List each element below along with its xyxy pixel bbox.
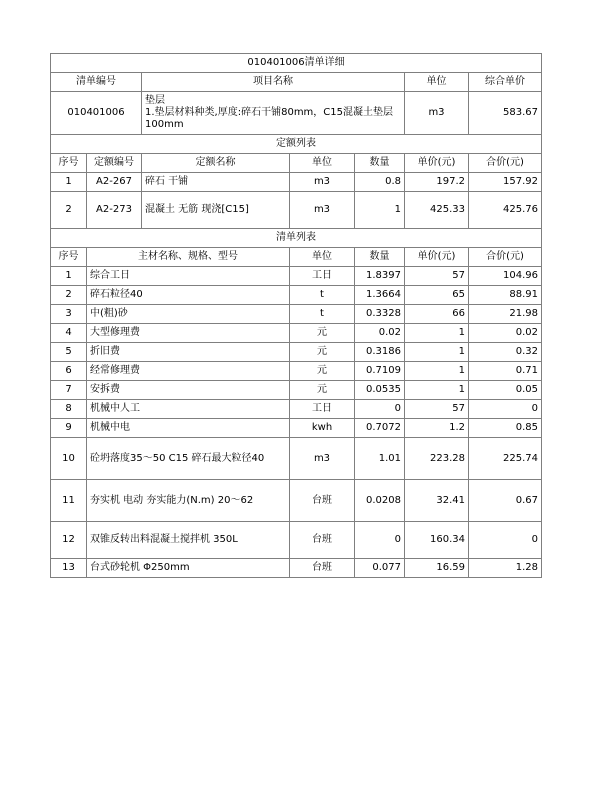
list-price: 65 — [405, 286, 469, 305]
quota-total: 425.76 — [469, 192, 542, 229]
list-seq: 8 — [51, 400, 87, 419]
list-unit: 工日 — [290, 267, 355, 286]
list-price: 1 — [405, 381, 469, 400]
bill-price: 583.67 — [469, 92, 542, 135]
list-name-header: 主材名称、规格、型号 — [87, 248, 290, 267]
list-name: 安拆费 — [87, 381, 290, 400]
list-total: 1.28 — [469, 559, 542, 578]
list-total: 0.67 — [469, 480, 542, 522]
list-row — [51, 286, 542, 305]
list-price-header: 单价(元) — [405, 248, 469, 267]
quota-name: 混凝土 无筋 现浇[C15] — [142, 192, 290, 229]
bill-unit: m3 — [405, 92, 469, 135]
bill-unit-header: 单位 — [405, 73, 469, 92]
list-total: 0.32 — [469, 343, 542, 362]
list-qty: 1.3664 — [355, 286, 405, 305]
list-total: 21.98 — [469, 305, 542, 324]
quota-qty: 1 — [355, 192, 405, 229]
quota-unit: m3 — [290, 192, 355, 229]
list-unit: t — [290, 286, 355, 305]
list-name: 砼坍落度35～50 C15 碎石最大粒径40 — [87, 438, 290, 480]
quota-seq: 2 — [51, 192, 87, 229]
list-seq: 3 — [51, 305, 87, 324]
list-total: 0.71 — [469, 362, 542, 381]
list-row — [51, 305, 542, 324]
list-qty: 0.7072 — [355, 419, 405, 438]
bill-price-header: 综合单价 — [469, 73, 542, 92]
list-unit: t — [290, 305, 355, 324]
quota-qty: 0.8 — [355, 173, 405, 192]
list-name: 台式砂轮机 Φ250mm — [87, 559, 290, 578]
list-seq: 6 — [51, 362, 87, 381]
list-qty: 0.3328 — [355, 305, 405, 324]
list-unit: m3 — [290, 438, 355, 480]
list-qty: 0.0535 — [355, 381, 405, 400]
list-unit: 元 — [290, 343, 355, 362]
list-row — [51, 400, 542, 419]
list-qty: 0.0208 — [355, 480, 405, 522]
list-seq: 10 — [51, 438, 87, 480]
quota-name-header: 定额名称 — [142, 154, 290, 173]
quota-header-row — [51, 154, 542, 173]
quota-total: 157.92 — [469, 173, 542, 192]
list-qty: 0.7109 — [355, 362, 405, 381]
list-price: 1 — [405, 362, 469, 381]
list-price: 57 — [405, 400, 469, 419]
list-total: 0.85 — [469, 419, 542, 438]
list-unit: 工日 — [290, 400, 355, 419]
quota-seq: 1 — [51, 173, 87, 192]
list-qty: 0.3186 — [355, 343, 405, 362]
list-unit: 元 — [290, 324, 355, 343]
list-price: 57 — [405, 267, 469, 286]
bill-code-header: 清单编号 — [51, 73, 142, 92]
quota-code-header: 定额编号 — [87, 154, 142, 173]
quota-name: 碎石 干铺 — [142, 173, 290, 192]
list-name: 经常修理费 — [87, 362, 290, 381]
list-seq: 5 — [51, 343, 87, 362]
list-qty: 0 — [355, 522, 405, 559]
bill-header-row — [51, 73, 542, 92]
list-name: 大型修理费 — [87, 324, 290, 343]
list-unit: 元 — [290, 362, 355, 381]
quota-row — [51, 192, 542, 229]
list-unit: 台班 — [290, 480, 355, 522]
quota-section-title: 定额列表 — [51, 135, 542, 154]
quota-seq-header: 序号 — [51, 154, 87, 173]
list-seq: 11 — [51, 480, 87, 522]
list-total: 0.02 — [469, 324, 542, 343]
list-unit: kwh — [290, 419, 355, 438]
quota-unit: m3 — [290, 173, 355, 192]
list-name: 综合工日 — [87, 267, 290, 286]
list-qty-header: 数量 — [355, 248, 405, 267]
list-name: 机械中人工 — [87, 400, 290, 419]
list-header-row — [51, 248, 542, 267]
bill-name-line2: 1.垫层材料种类,厚度:碎石干铺80mm，C15混凝土垫层100mm — [145, 107, 394, 130]
list-section-title: 清单列表 — [51, 229, 542, 248]
list-total: 225.74 — [469, 438, 542, 480]
list-unit: 元 — [290, 381, 355, 400]
list-name: 碎石粒径40 — [87, 286, 290, 305]
list-total: 0 — [469, 400, 542, 419]
list-row — [51, 362, 542, 381]
quota-price: 197.2 — [405, 173, 469, 192]
list-name: 夯实机 电动 夯实能力(N.m) 20～62 — [87, 480, 290, 522]
list-unit: 台班 — [290, 522, 355, 559]
list-price: 16.59 — [405, 559, 469, 578]
quota-row — [51, 173, 542, 192]
list-price: 66 — [405, 305, 469, 324]
list-seq: 2 — [51, 286, 87, 305]
list-unit-header: 单位 — [290, 248, 355, 267]
list-row — [51, 480, 542, 522]
list-total: 104.96 — [469, 267, 542, 286]
list-row — [51, 419, 542, 438]
list-name: 中(粗)砂 — [87, 305, 290, 324]
list-seq: 9 — [51, 419, 87, 438]
quota-total-header: 合价(元) — [469, 154, 542, 173]
list-qty: 0.02 — [355, 324, 405, 343]
list-row — [51, 522, 542, 559]
list-total: 88.91 — [469, 286, 542, 305]
list-unit: 台班 — [290, 559, 355, 578]
quota-price-header: 单价(元) — [405, 154, 469, 173]
list-row — [51, 324, 542, 343]
list-qty: 1.01 — [355, 438, 405, 480]
bill-detail-table — [50, 53, 542, 578]
list-seq-header: 序号 — [51, 248, 87, 267]
list-name: 双锥反转出料混凝土搅拌机 350L — [87, 522, 290, 559]
bill-name-header: 项目名称 — [142, 73, 405, 92]
quota-unit-header: 单位 — [290, 154, 355, 173]
list-seq: 1 — [51, 267, 87, 286]
quota-price: 425.33 — [405, 192, 469, 229]
list-row — [51, 559, 542, 578]
list-price: 160.34 — [405, 522, 469, 559]
bill-name-line1: 垫层 — [145, 95, 165, 106]
list-qty: 0.077 — [355, 559, 405, 578]
list-total-header: 合价(元) — [469, 248, 542, 267]
bill-name — [142, 92, 405, 135]
list-row — [51, 343, 542, 362]
list-price: 32.41 — [405, 480, 469, 522]
table-title: 010401006清单详细 — [51, 54, 542, 73]
list-name: 机械中电 — [87, 419, 290, 438]
quota-qty-header: 数量 — [355, 154, 405, 173]
list-row — [51, 381, 542, 400]
list-name: 折旧费 — [87, 343, 290, 362]
bill-code: 010401006 — [51, 92, 142, 135]
list-seq: 12 — [51, 522, 87, 559]
list-qty: 0 — [355, 400, 405, 419]
list-qty: 1.8397 — [355, 267, 405, 286]
list-total: 0.05 — [469, 381, 542, 400]
list-seq: 7 — [51, 381, 87, 400]
list-price: 1 — [405, 324, 469, 343]
quota-code: A2-273 — [87, 192, 142, 229]
list-row — [51, 438, 542, 480]
list-price: 1 — [405, 343, 469, 362]
list-price: 1.2 — [405, 419, 469, 438]
quota-code: A2-267 — [87, 173, 142, 192]
list-seq: 13 — [51, 559, 87, 578]
list-seq: 4 — [51, 324, 87, 343]
bill-row — [51, 92, 542, 135]
list-row — [51, 267, 542, 286]
list-price: 223.28 — [405, 438, 469, 480]
list-total: 0 — [469, 522, 542, 559]
